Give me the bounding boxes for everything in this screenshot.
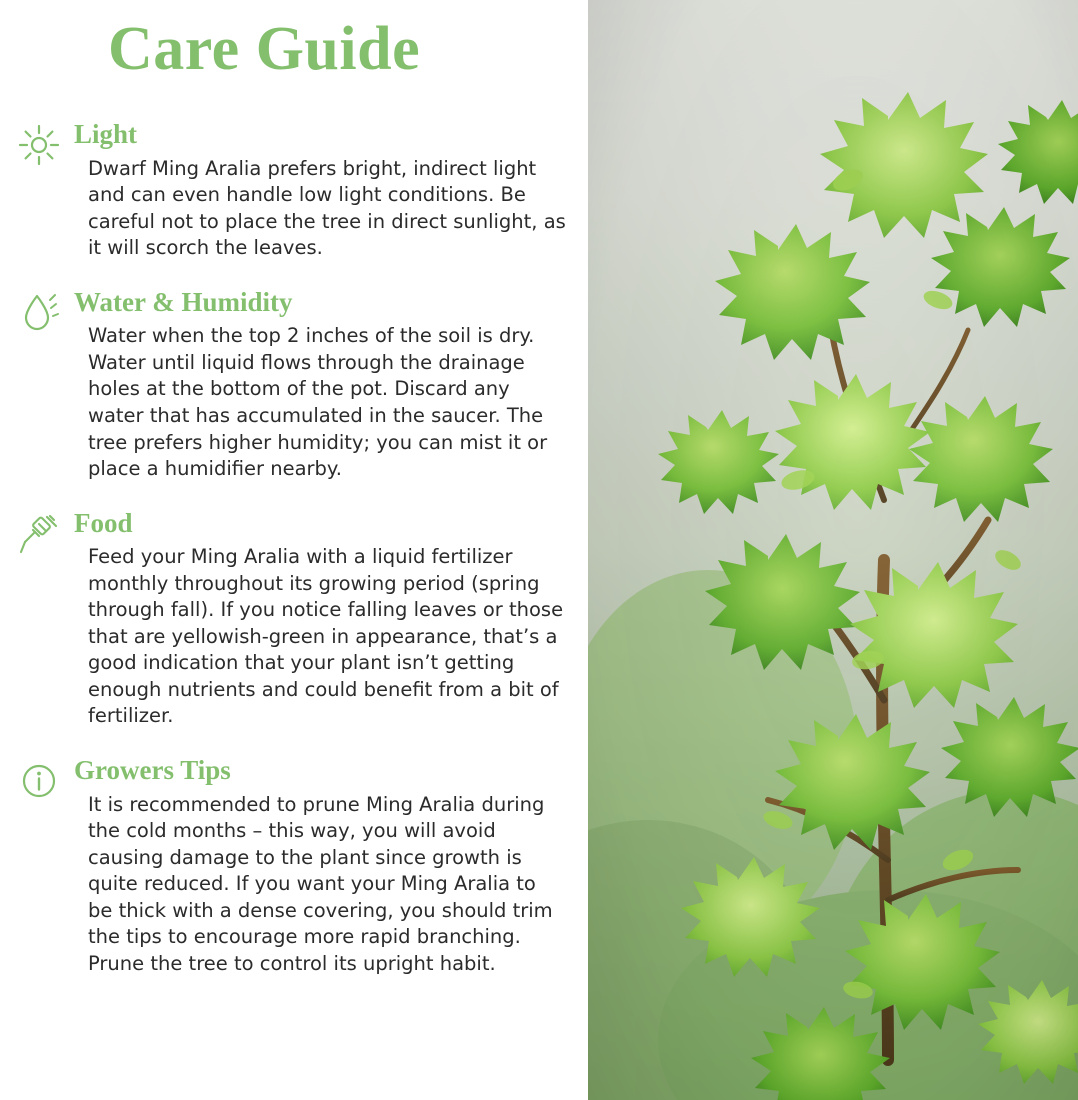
care-section-food: [14, 509, 566, 730]
section-heading: Water & Humidity: [74, 286, 293, 317]
section-body: Water when the top 2 inches of the soil is dry. Water until liquid flows through the drainage holes at the bottom of the pot. Discard any water that has accumulated in the saucer. The tree prefers higher humidity; you can mist it or place a humidifier nearby.: [88, 324, 548, 481]
section-heading: Food: [74, 507, 133, 538]
sun-icon: [14, 122, 64, 168]
section-heading: Light: [74, 119, 138, 149]
section-body: It is recommended to prune Ming Aralia during the cold months – this way, you will avoid causing damage to the plant since growth is quite reduced. If you want your Ming Aralia to be thick with a dense covering, you should trim the tips to encourage more rapid branching. Prune the tree to control its upright habit.: [88, 792, 553, 975]
foliage-illustration: [588, 0, 1078, 1100]
care-section-growers-tips: [14, 756, 566, 977]
plant-photo-image: [588, 0, 1078, 1100]
info-circle-icon: [14, 758, 64, 804]
page-title: Care Guide: [108, 15, 421, 83]
section-heading: Growers Tips: [74, 754, 231, 785]
care-sections: [14, 120, 566, 977]
care-section-light: [14, 120, 566, 262]
care-section-water-humidity: [14, 288, 566, 483]
section-body: Feed your Ming Aralia with a liquid fertilizer monthly throughout its growing period (spring through fall). If you notice falling leaves or those that are yellowish-green in appearance, that’s a good indication that your plant isn’t getting enough nutrients and could benefit from a bit of fertilizer.: [88, 545, 564, 728]
section-body: Dwarf Ming Aralia prefers bright, indirect light and can even handle low light conditions. Be careful not to place the tree in direct sunlight, as it will scorch the leaves.: [88, 156, 566, 260]
syringe-icon: [14, 511, 64, 557]
plant-photo: [588, 0, 1078, 1100]
water-drop-icon: [14, 290, 64, 336]
